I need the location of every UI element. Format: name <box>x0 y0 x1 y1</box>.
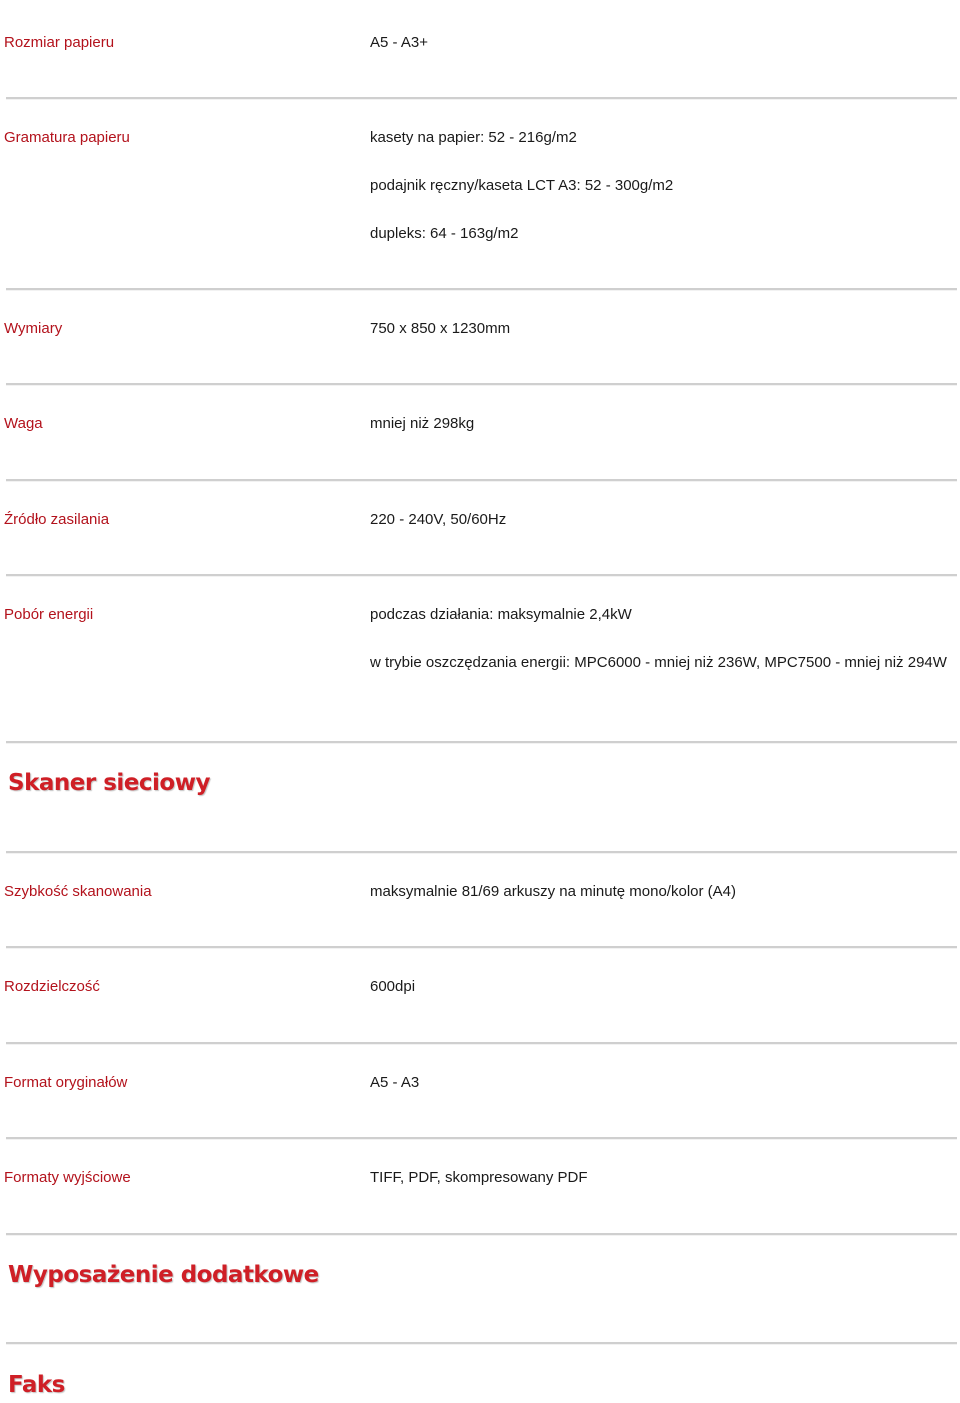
spec-value: mniej niż 298kg <box>370 415 475 432</box>
row-separator <box>6 574 957 577</box>
spec-value: podajnik ręczny/kaseta LCT A3: 52 - 300g/m2 <box>370 177 674 194</box>
spec-label: Formaty wyjściowe <box>4 1169 131 1186</box>
section-heading-fax: Faks <box>8 1372 65 1398</box>
spec-label: Rozmiar papieru <box>4 34 115 51</box>
row-separator <box>6 1233 957 1236</box>
spec-label: Wymiary <box>4 320 63 337</box>
spec-value: dupleks: 64 - 163g/m2 <box>370 225 519 242</box>
row-separator <box>6 851 957 854</box>
spec-value: A5 - A3 <box>370 1074 420 1091</box>
spec-value: 220 - 240V, 50/60Hz <box>370 511 507 528</box>
spec-value: 600dpi <box>370 978 416 995</box>
row-separator <box>6 383 957 386</box>
spec-value: A5 - A3+ <box>370 34 428 51</box>
spec-label: Szybkość skanowania <box>4 883 152 900</box>
row-separator <box>6 1042 957 1045</box>
row-separator <box>6 1137 957 1140</box>
row-separator <box>6 479 957 482</box>
spec-value: w trybie oszczędzania energii: MPC6000 - mniej niż 236W, MPC7500 - mniej niż 294W <box>370 654 947 671</box>
spec-value: TIFF, PDF, skompresowany PDF <box>370 1169 588 1186</box>
spec-label: Rozdzielczość <box>4 978 100 995</box>
row-separator <box>6 1342 957 1345</box>
spec-label: Gramatura papieru <box>4 129 130 146</box>
spec-label: Format oryginałów <box>4 1074 128 1091</box>
spec-label: Waga <box>4 415 43 432</box>
section-heading-scanner: Skaner sieciowy <box>8 770 210 796</box>
section-heading-accessories: Wyposażenie dodatkowe <box>8 1262 319 1288</box>
spec-value: 750 x 850 x 1230mm <box>370 320 511 337</box>
row-separator <box>6 97 957 100</box>
row-separator <box>6 946 957 949</box>
row-separator <box>6 288 957 291</box>
spec-label: Źródło zasilania <box>4 511 110 528</box>
row-separator <box>6 741 957 744</box>
spec-label: Pobór energii <box>4 606 94 623</box>
spec-value: kasety na papier: 52 - 216g/m2 <box>370 129 577 146</box>
spec-value: maksymalnie 81/69 arkuszy na minutę mono/kolor (A4) <box>370 883 736 900</box>
spec-value: podczas działania: maksymalnie 2,4kW <box>370 606 632 623</box>
